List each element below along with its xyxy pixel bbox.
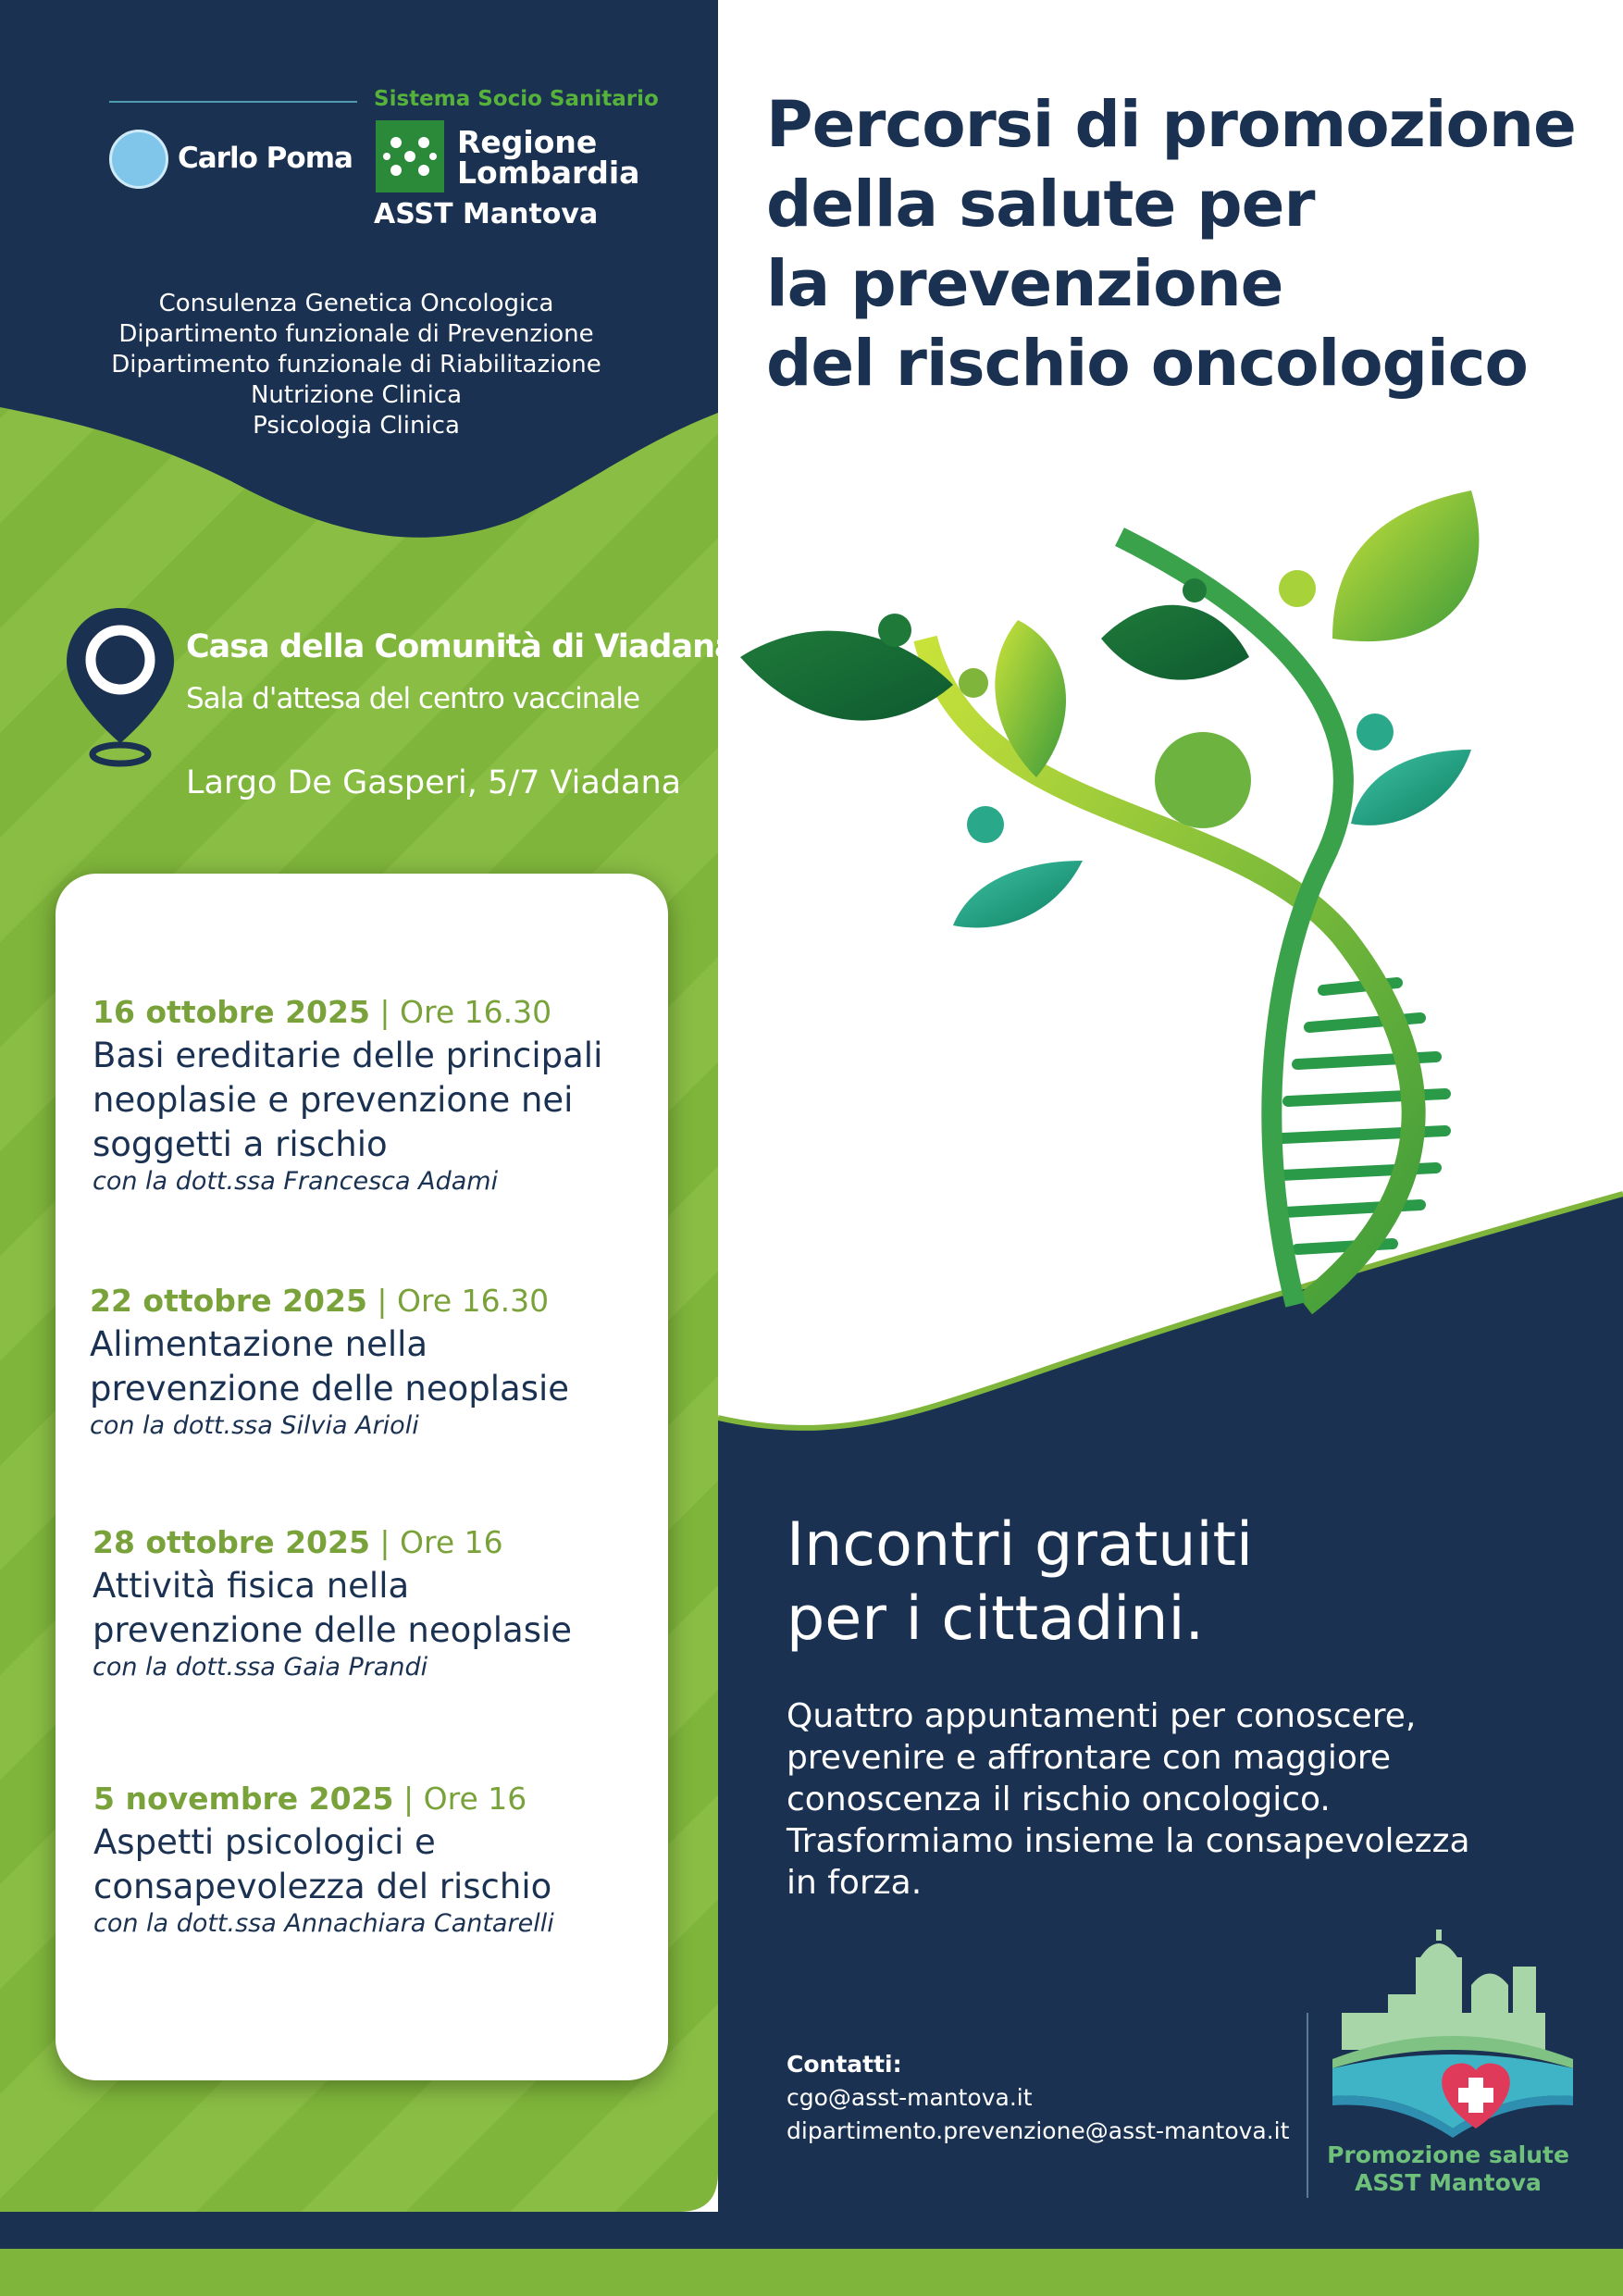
promo-line-1: Promozione salute	[1327, 2141, 1569, 2168]
contacts-divider	[1307, 2013, 1308, 2198]
promo-line-2: ASST Mantova	[1355, 2169, 1542, 2196]
departments-list	[56, 289, 657, 441]
event-speaker: con la dott.ssa Silvia Arioli	[90, 1411, 419, 1440]
event-title	[93, 1820, 658, 1909]
event-time: | Ore 16	[379, 1524, 503, 1560]
event-title-line: Attività fisica nella	[93, 1566, 410, 1606]
event-speaker: con la dott.ssa Gaia Prandi	[93, 1653, 428, 1682]
event-date: 22 ottobre 2025	[90, 1283, 367, 1319]
dna-plant-icon	[731, 472, 1564, 1323]
department-item: Consulenza Genetica Oncologica	[158, 290, 554, 317]
event-item	[90, 1283, 654, 1440]
rosa-camuna-icon	[376, 120, 444, 192]
free-meetings-line-2: per i cittadini.	[787, 1584, 1205, 1654]
event-title-line: Aspetti psicologici e	[93, 1822, 436, 1862]
regione-line-1: Regione	[457, 124, 598, 160]
map-pin-icon	[65, 606, 176, 768]
carlo-poma-logo-icon	[109, 130, 168, 189]
event-title-line: Alimentazione nella	[90, 1324, 428, 1364]
logo-divider-line	[109, 101, 357, 103]
intro-line: prevenire e affrontare con maggiore	[787, 1739, 1392, 1777]
intro-line: Trasformiamo insieme la consapevolezza	[787, 1822, 1470, 1860]
event-date-line	[93, 1524, 657, 1560]
event-date-line	[93, 1781, 658, 1817]
events-card	[56, 874, 668, 2080]
event-title-line: neoplasie e prevenzione nei	[93, 1080, 574, 1120]
event-title-line: prevenzione delle neoplasie	[93, 1610, 573, 1650]
regione-line-2: Lombardia	[457, 155, 640, 191]
regione-lombardia-label	[457, 124, 642, 191]
free-meetings-line-1: Incontri gratuiti	[787, 1510, 1254, 1580]
intro-line: conoscenza il rischio oncologico.	[787, 1781, 1331, 1818]
event-date: 16 ottobre 2025	[93, 994, 370, 1030]
event-title	[93, 1564, 657, 1653]
event-item	[93, 1781, 658, 1938]
contact-email-cgo[interactable]: cgo@asst-mantova.it	[787, 2084, 1033, 2111]
location-name: Casa della Comunità di Viadana	[186, 628, 736, 665]
title-line: la prevenzione	[766, 247, 1283, 321]
event-date-line	[90, 1283, 654, 1319]
event-date: 28 ottobre 2025	[93, 1524, 370, 1560]
asst-mantova-label: ASST Mantova	[374, 198, 599, 230]
department-item: Nutrizione Clinica	[250, 381, 463, 409]
event-time: | Ore 16.30	[379, 994, 552, 1030]
regione-lombardia-logo-icon	[376, 120, 444, 192]
event-title-line: soggetti a rischio	[93, 1124, 388, 1164]
department-item: Dipartimento funzionale di Prevenzione	[118, 320, 594, 348]
title-line: della salute per	[766, 168, 1315, 242]
intro-line: in forza.	[787, 1864, 923, 1902]
event-speaker: con la dott.ssa Annachiara Cantarelli	[93, 1909, 554, 1938]
title-line: Percorsi di promozione	[766, 88, 1576, 162]
intro-paragraph	[787, 1695, 1564, 1904]
event-title	[90, 1322, 654, 1411]
event-time: | Ore 16	[403, 1781, 527, 1817]
department-item: Psicologia Clinica	[253, 412, 460, 440]
event-speaker: con la dott.ssa Francesca Adami	[93, 1167, 499, 1196]
department-item: Dipartimento funzionale di Riabilitazione	[111, 351, 601, 379]
free-meetings-heading	[787, 1508, 1253, 1657]
event-date: 5 novembre 2025	[93, 1781, 394, 1817]
title-line: del rischio oncologico	[766, 327, 1528, 401]
event-title-line: consapevolezza del rischio	[93, 1867, 552, 1906]
promozione-salute-label	[1314, 2141, 1582, 2197]
event-title-line: Basi ereditarie delle principali	[93, 1036, 603, 1075]
event-title-line: prevenzione delle neoplasie	[90, 1369, 570, 1409]
contacts-block	[787, 2048, 1289, 2148]
carlo-poma-label: Carlo Poma	[178, 142, 353, 175]
event-time: | Ore 16.30	[377, 1283, 550, 1319]
intro-line: Quattro appuntamenti per conoscere,	[787, 1697, 1417, 1735]
event-item	[93, 994, 657, 1196]
event-date-line	[93, 994, 657, 1030]
location-room: Sala d'attesa del centro vaccinale	[186, 682, 640, 715]
contacts-label: Contatti:	[787, 2051, 902, 2078]
sistema-socio-sanitario-label: Sistema Socio Sanitario	[374, 87, 659, 111]
contact-email-prevenzione[interactable]: dipartimento.prevenzione@asst-mantova.it	[787, 2117, 1290, 2144]
page-title	[766, 85, 1599, 403]
promozione-salute-logo-icon	[1323, 1930, 1582, 2142]
event-title	[93, 1034, 657, 1167]
location-address: Largo De Gasperi, 5/7 Viadana	[186, 764, 682, 801]
event-item	[93, 1524, 657, 1682]
